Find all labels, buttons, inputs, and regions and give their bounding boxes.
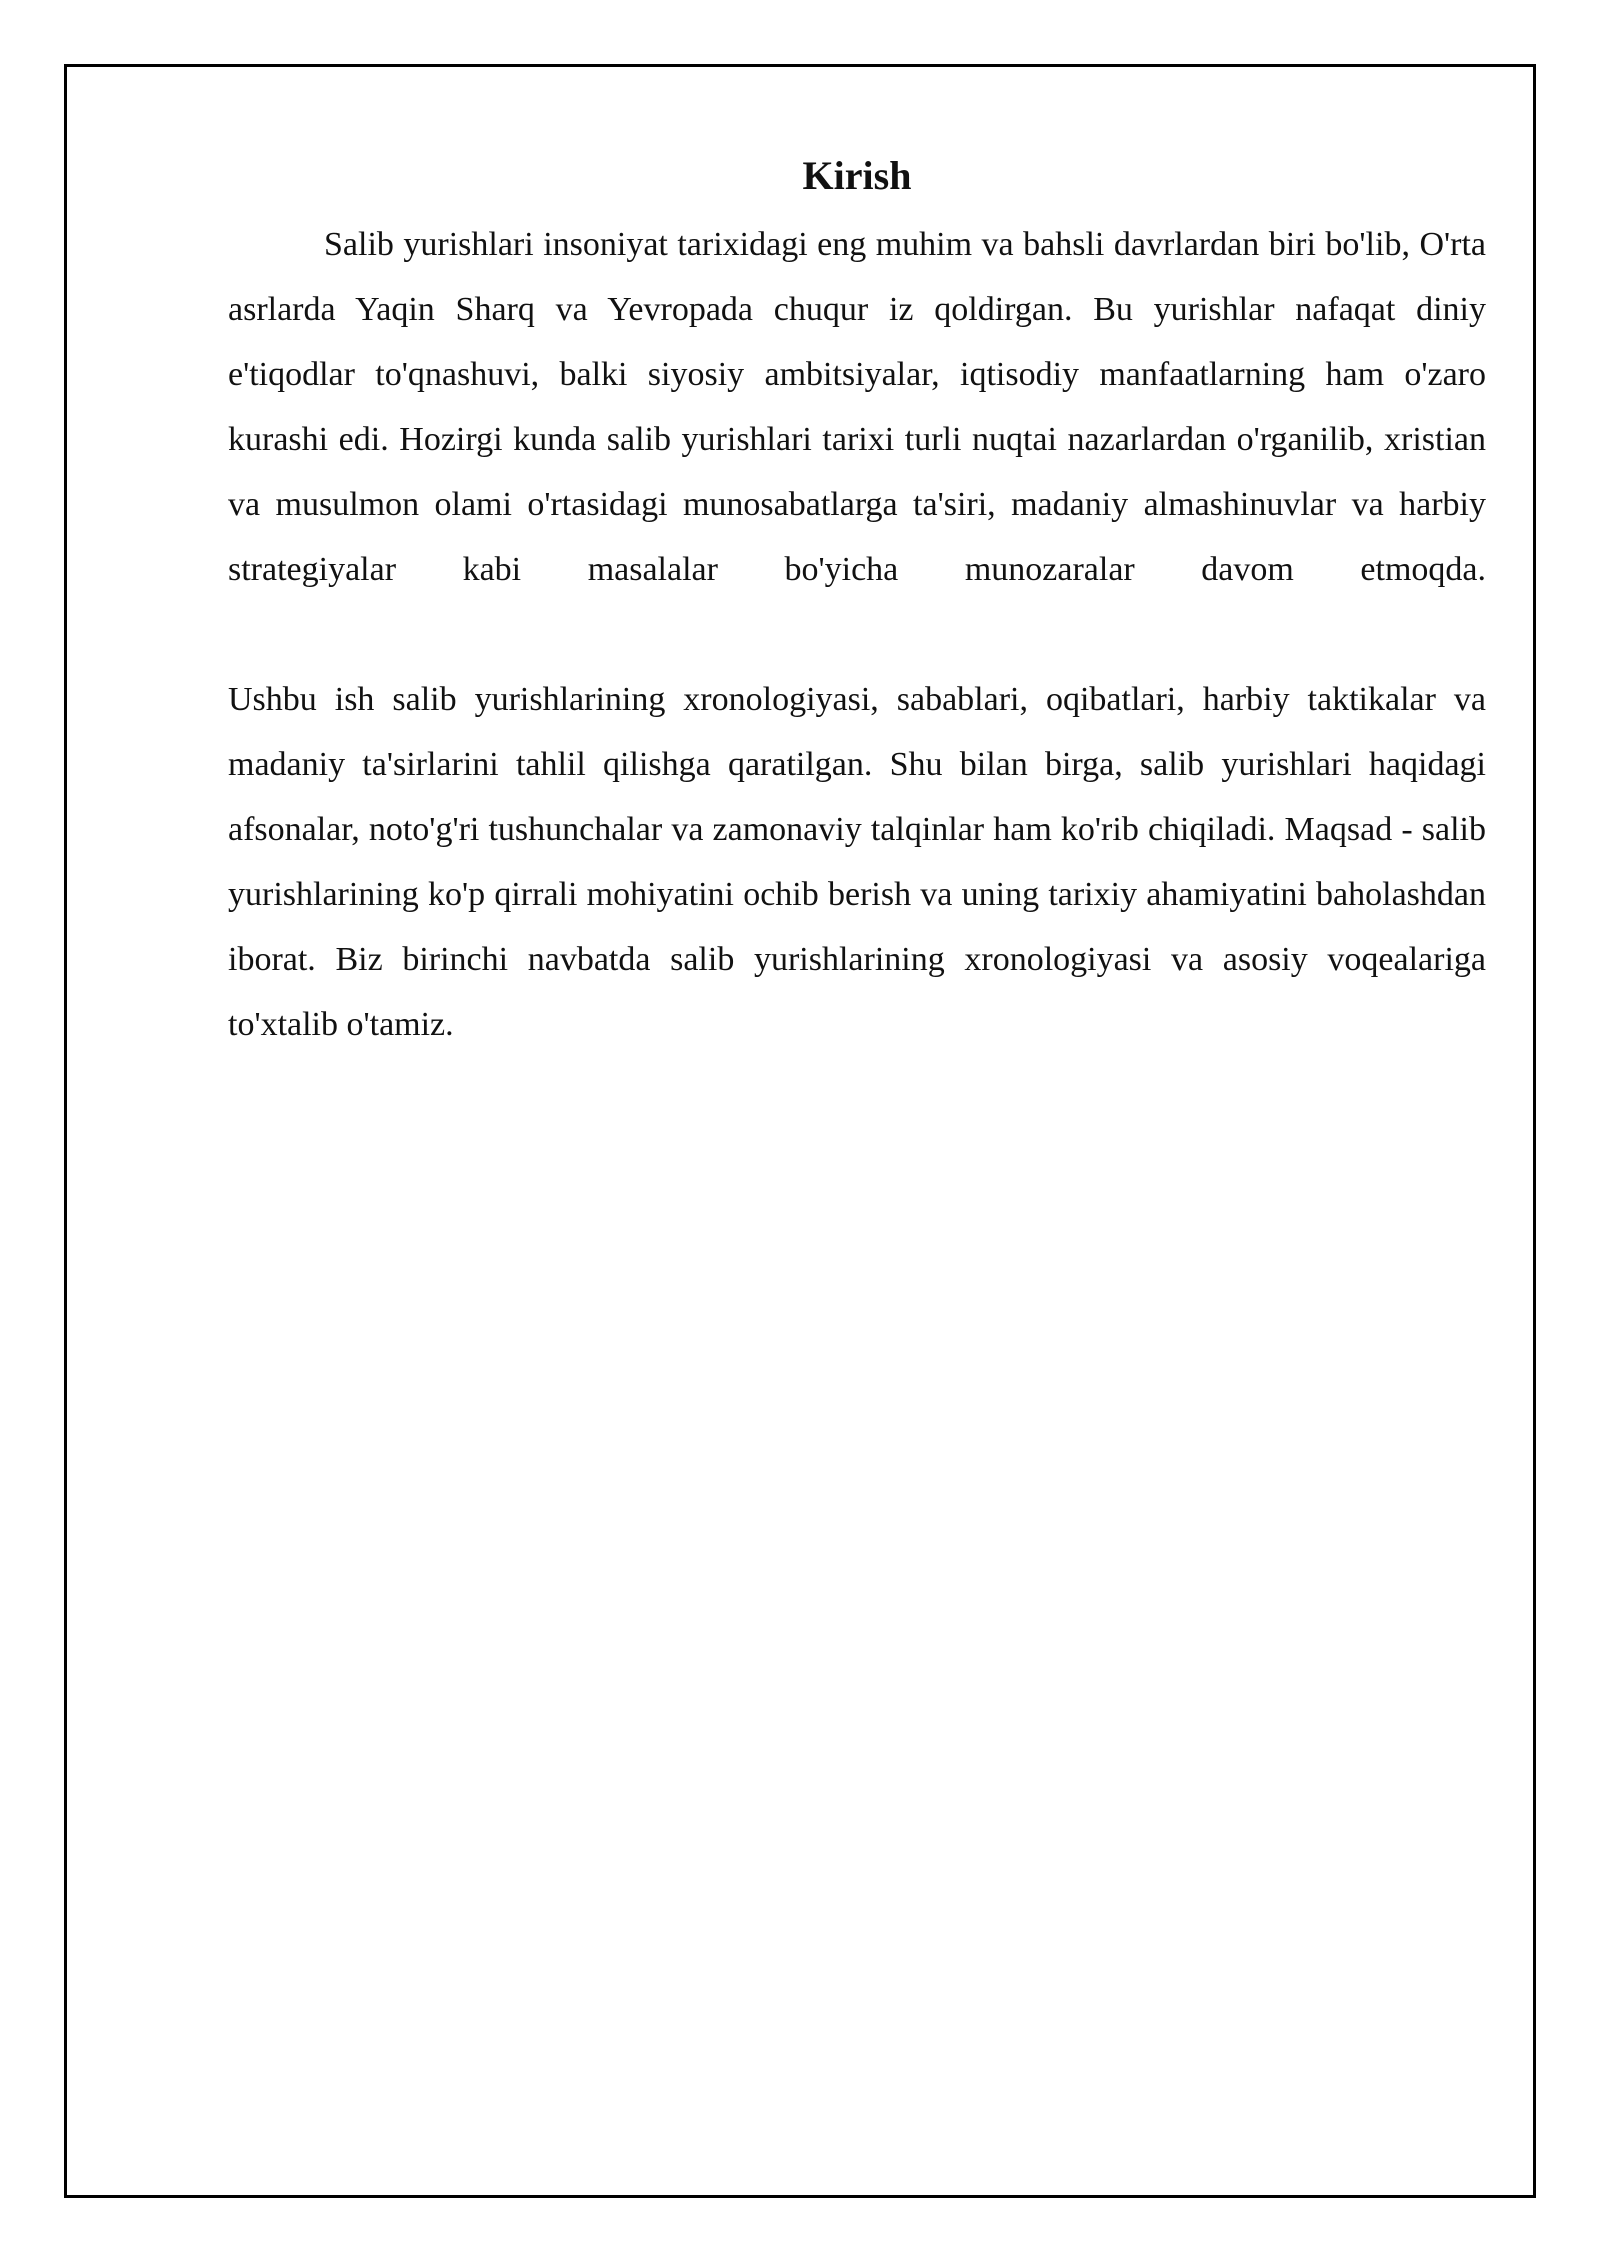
paragraph-intro: Salib yurishlari insoniyat tarixidagi eng muhim va bahsli davrlardan biri bo'lib, O'rta asrlarda Yaqin Sharq va Yevropada chuqur iz qoldirgan. Bu yurishlar nafaqat diniy e'tiqodlar to'qnashuvi, balki siyosiy ambitsiyalar, iqtisodiy manfaatlarning ham o'zaro kurashi edi. Hozirgi kunda salib yurishlari tarixi turli nuqtai nazarlardan o'rganilib, xristian va musulmon olami o'rtasidagi munosabatlarga ta'siri, madaniy almashinuvlar va harbiy strategiyalar kabi masalalar bo'yicha munozaralar davom etmoqda. [228, 226, 1486, 588]
document-title: Kirish [802, 153, 912, 198]
paragraph-aim: Ushbu ish salib yurishlarining xronologiyasi, sabablari, oqibatlari, harbiy taktikalar va madaniy ta'sirlarini tahlil qilishga qaratilgan. Shu bilan birga, salib yurishlari haqidagi afsonalar, noto'g'ri tushunchalar va zamonaviy talqinlar ham ko'rib chiqiladi. Maqsad - salib yurishlarining ko'p qirrali mohiyatini ochib berish va uning tarixiy ahamiyatini baholashdan iborat. Biz birinchi navbatda salib yurishlarining xronologiyasi va asosiy voqealariga to'xtalib o'tamiz. [228, 681, 1486, 1043]
document-body [228, 146, 1486, 1057]
